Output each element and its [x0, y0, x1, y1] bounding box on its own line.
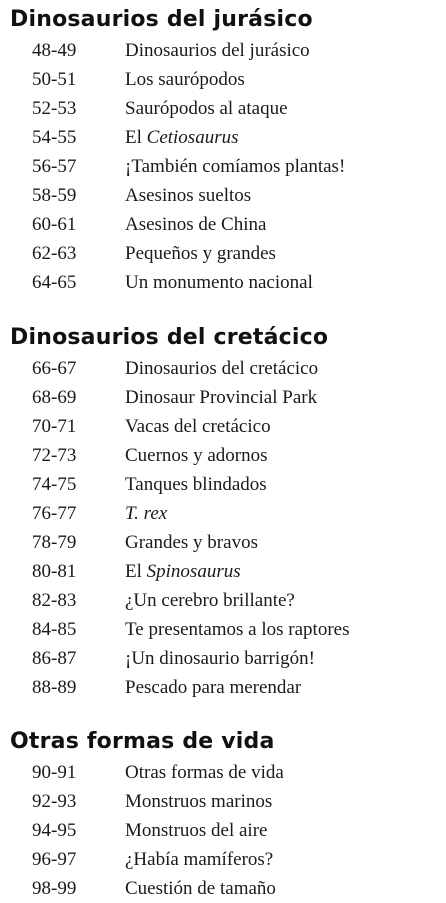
entry-title: Vacas del cretácico	[125, 416, 271, 437]
page-range: 64-65	[32, 272, 77, 293]
entry-title	[125, 499, 167, 528]
entry-title: Pescado para merendar	[125, 677, 302, 698]
list-item	[0, 268, 446, 297]
page-range: 56-57	[32, 156, 77, 177]
page-range: 86-87	[32, 648, 77, 669]
section-heading: Dinosaurios del cretácico	[10, 325, 329, 350]
entry-title	[125, 123, 239, 152]
list-item	[0, 412, 446, 441]
list-item	[0, 787, 446, 816]
page-range: 88-89	[32, 677, 77, 698]
page-range: 98-99	[32, 878, 77, 899]
page-range: 66-67	[32, 358, 77, 379]
entry-title: Los saurópodos	[125, 69, 245, 90]
entry-list	[0, 36, 446, 297]
page-range: 74-75	[32, 474, 77, 495]
page-range: 48-49	[32, 40, 77, 61]
list-item	[0, 845, 446, 874]
page-range: 90-91	[32, 762, 77, 783]
entry-title-species: T. rex	[125, 503, 168, 524]
entry-title-species: Spinosaurus	[146, 561, 241, 582]
page-range: 72-73	[32, 445, 77, 466]
list-item	[0, 36, 446, 65]
page-range: 60-61	[32, 214, 77, 235]
list-item	[0, 65, 446, 94]
page-range: 92-93	[32, 791, 77, 812]
list-item	[0, 152, 446, 181]
entry-title-prefix: El	[125, 561, 147, 582]
section-heading: Otras formas de vida	[10, 729, 275, 754]
entry-title-species: Cetiosaurus	[146, 127, 239, 148]
list-item	[0, 354, 446, 383]
list-item	[0, 441, 446, 470]
entry-title: Dinosaurios del jurásico	[125, 40, 310, 61]
entry-title	[125, 557, 241, 586]
entry-title: Dinosaur Provincial Park	[125, 387, 318, 408]
entry-title: Un monumento nacional	[125, 272, 313, 293]
list-item	[0, 816, 446, 845]
entry-list	[0, 354, 446, 702]
page-range: 94-95	[32, 820, 77, 841]
page-range: 84-85	[32, 619, 77, 640]
entry-title: Saurópodos al ataque	[125, 98, 288, 119]
list-item	[0, 557, 446, 586]
page-range: 52-53	[32, 98, 77, 119]
page-range: 50-51	[32, 69, 77, 90]
entry-title: ¿Un cerebro brillante?	[125, 590, 295, 611]
entry-list	[0, 758, 446, 903]
list-item	[0, 528, 446, 557]
list-item	[0, 615, 446, 644]
entry-title: Cuestión de tamaño	[125, 878, 276, 899]
page-range: 82-83	[32, 590, 77, 611]
list-item	[0, 123, 446, 152]
list-item	[0, 586, 446, 615]
entry-title: Grandes y bravos	[125, 532, 258, 553]
list-item	[0, 94, 446, 123]
list-item	[0, 644, 446, 673]
entry-title: Cuernos y adornos	[125, 445, 268, 466]
list-item	[0, 673, 446, 702]
list-item	[0, 239, 446, 268]
entry-title: Monstruos del aire	[125, 820, 268, 841]
list-item	[0, 383, 446, 412]
entry-title: Te presentamos a los raptores	[125, 619, 350, 640]
list-item	[0, 470, 446, 499]
entry-title: ¡Un dinosaurio barrigón!	[125, 648, 315, 669]
list-item	[0, 181, 446, 210]
entry-title: Tanques blindados	[125, 474, 267, 495]
page-range: 78-79	[32, 532, 77, 553]
page-range: 58-59	[32, 185, 77, 206]
page-range: 68-69	[32, 387, 77, 408]
page-range: 54-55	[32, 127, 77, 148]
entry-title-prefix: El	[125, 127, 147, 148]
entry-title: Monstruos marinos	[125, 791, 273, 812]
list-item	[0, 758, 446, 787]
list-item	[0, 210, 446, 239]
entry-title: Dinosaurios del cretácico	[125, 358, 319, 379]
list-item	[0, 874, 446, 903]
section-heading: Dinosaurios del jurásico	[10, 7, 313, 32]
page-range: 70-71	[32, 416, 77, 437]
page-range: 76-77	[32, 503, 77, 524]
entry-title: ¡También comíamos plantas!	[125, 156, 346, 177]
page-range: 80-81	[32, 561, 77, 582]
entry-title: Pequeños y grandes	[125, 243, 276, 264]
entry-title: Asesinos sueltos	[125, 185, 252, 206]
page-range: 62-63	[32, 243, 77, 264]
entry-title: ¿Había mamíferos?	[125, 849, 274, 870]
list-item	[0, 499, 446, 528]
entry-title: Otras formas de vida	[125, 762, 284, 783]
page-range: 96-97	[32, 849, 77, 870]
entry-title: Asesinos de China	[125, 214, 267, 235]
